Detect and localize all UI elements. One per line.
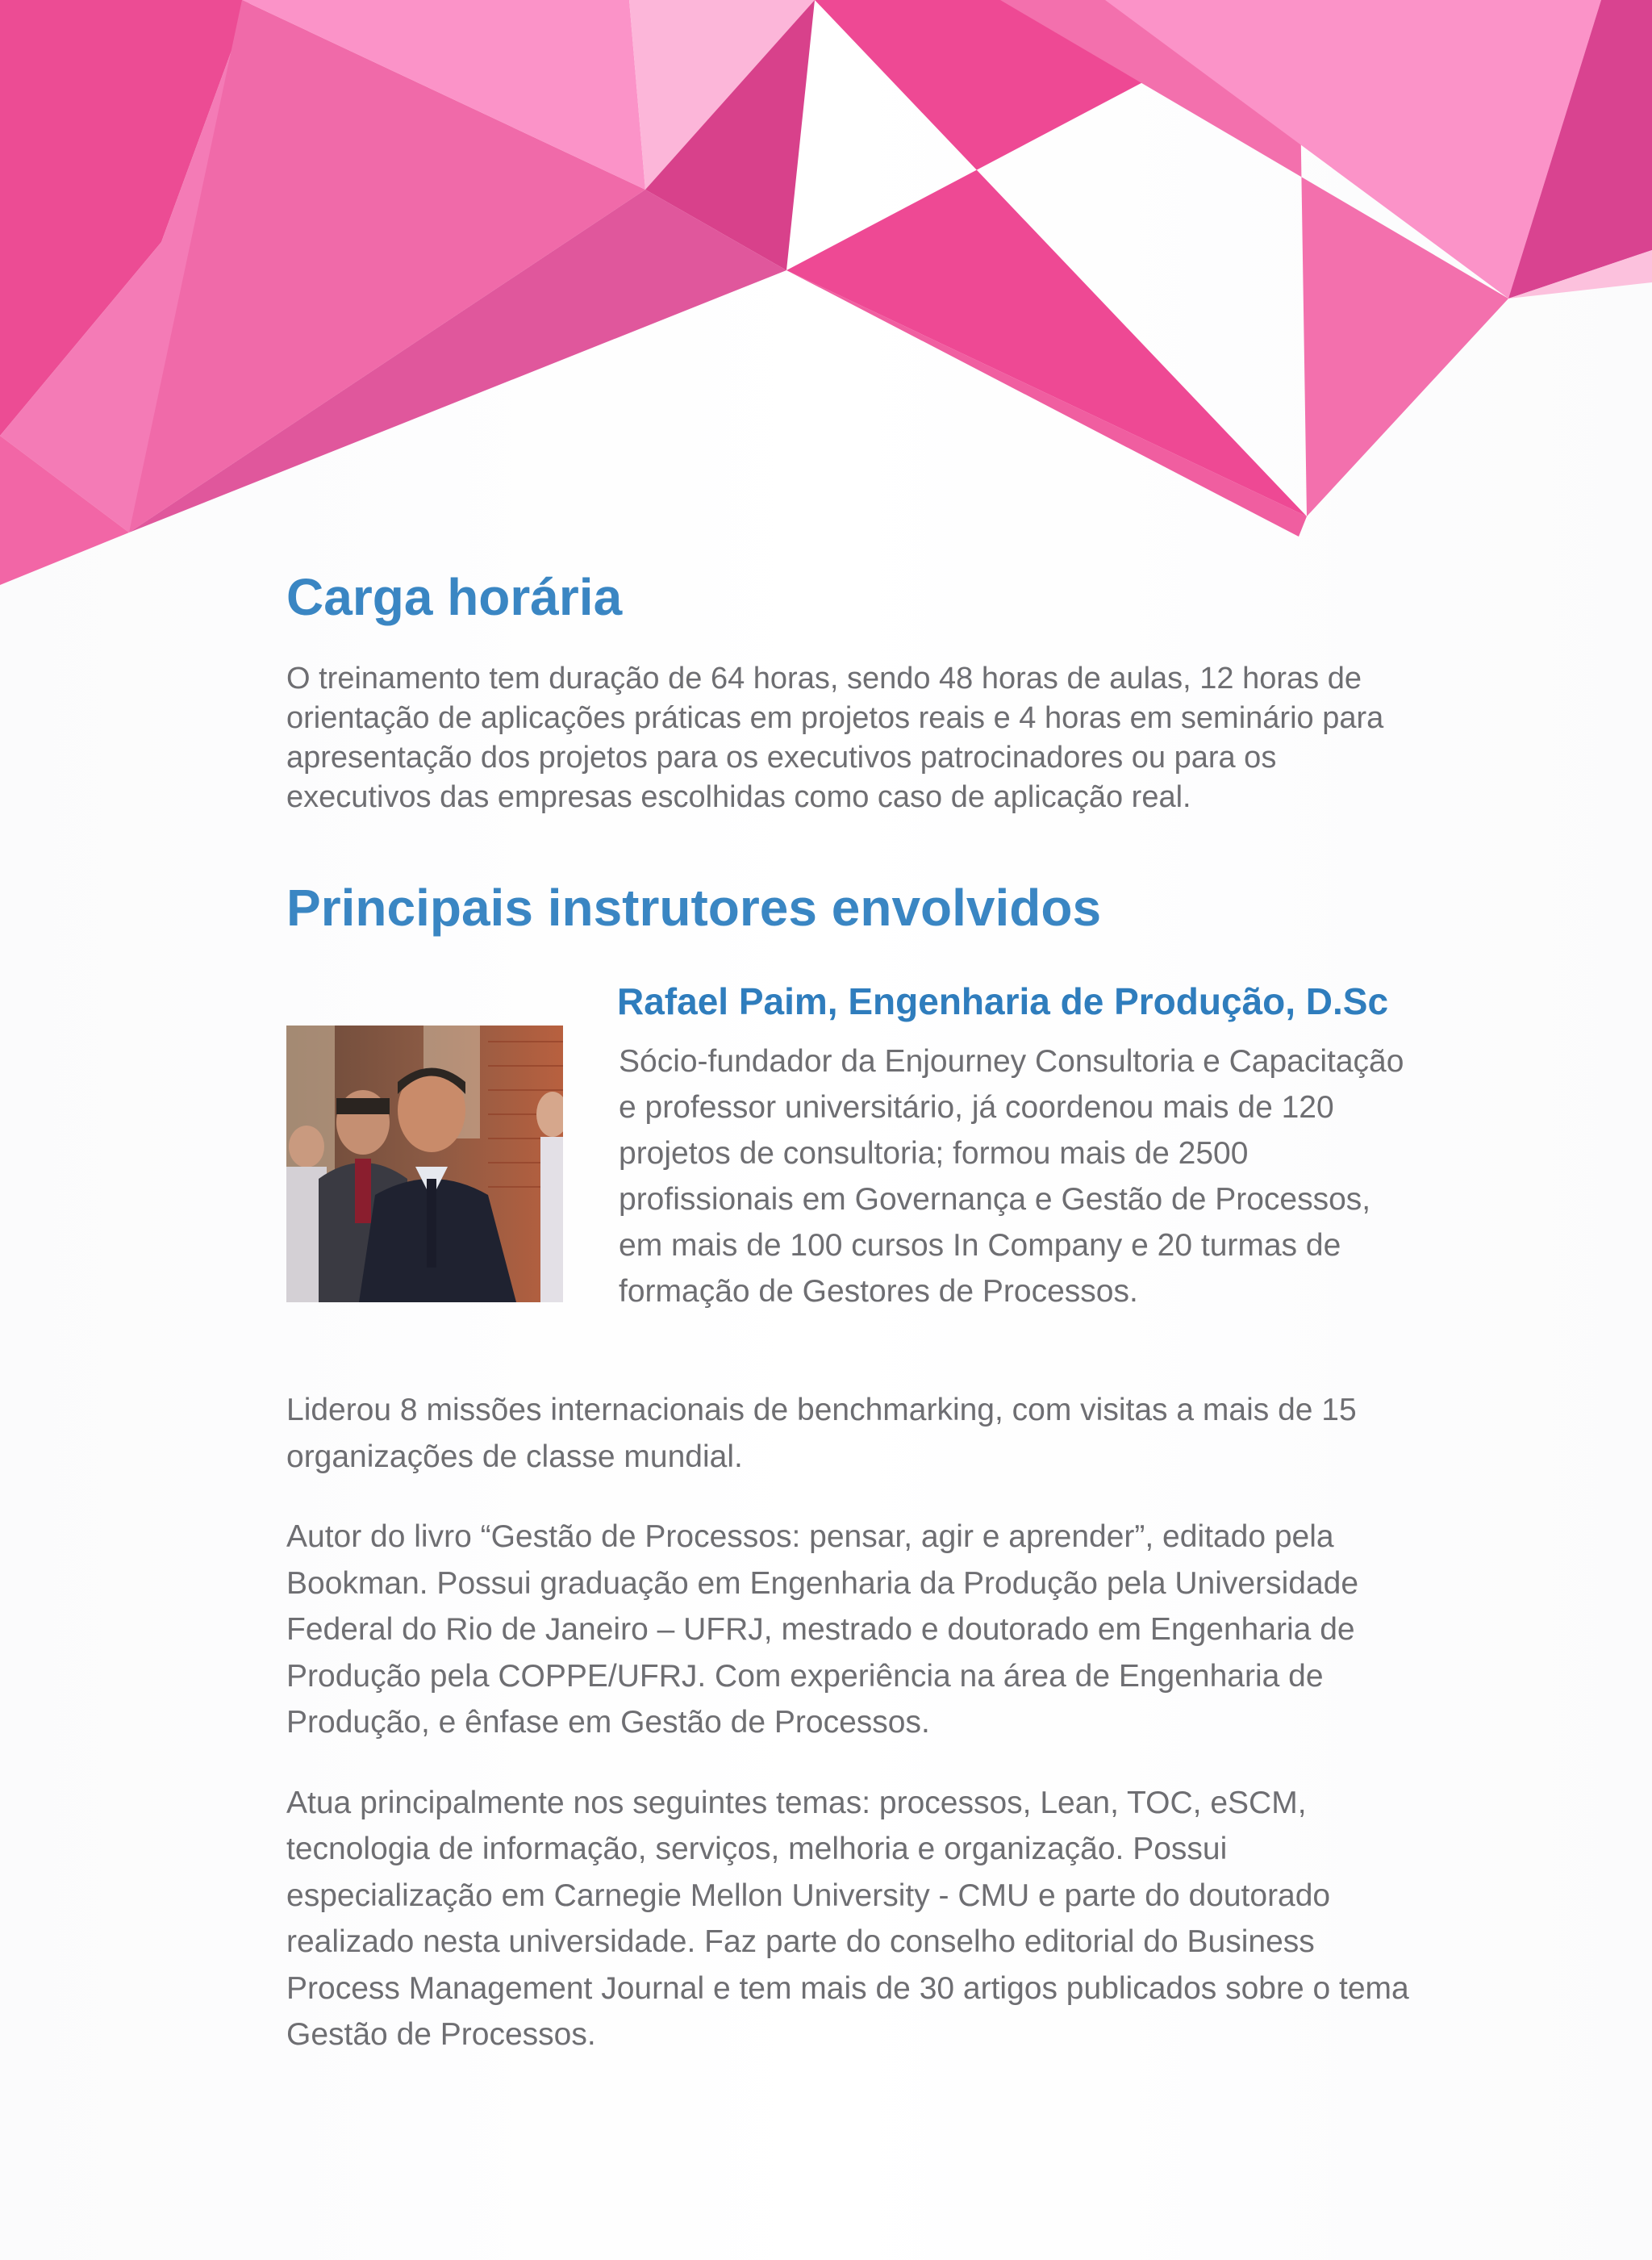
instrutores-heading: Principais instrutores envolvidos xyxy=(286,879,1102,937)
instructor-missoes-paragraph: Liderou 8 missões internacionais de benchmarking, com visitas a mais de 15 organizações de classe mundial. xyxy=(286,1393,1357,1474)
main-content xyxy=(286,565,1416,2058)
instructor-atua-paragraph: Atua principalmente nos seguintes temas: processos, Lean, TOC, eSCM, tecnologia de informação, serviços, melhoria e organização. Possui especialização em Carnegie Mellon University - CMU e parte do doutorado realizado nesta universidade. Faz parte do conselho editorial do Business Process Management Journal e tem mais de 30 artigos publicados sobre o tema Gestão de Processos. xyxy=(286,1785,1409,2052)
instructor-autor-paragraph: Autor do livro “Gestão de Processos: pensar, agir e aprender”, editado pela Bookman. Possui graduação em Engenharia da Produção pela Universidade Federal do Rio de Janeiro – UFRJ, mestrado e doutorado em Engenharia de Produção pela COPPE/UFRJ. Com experiência na área de Engenharia de Produção, e ênfase em Gestão de Processos. xyxy=(286,1519,1359,1740)
instructor-photo xyxy=(286,1026,563,1302)
instructor-photo-image xyxy=(286,1026,563,1302)
instructor-name: Rafael Paim, Engenharia de Produção, D.Sc xyxy=(617,980,1389,1022)
instructor-summary: Sócio-fundador da Enjourney Consultoria e Capacitação e professor universitário, já coordenou mais de 120 projetos de consultoria; formou mais de 2500 profissionais em Governança e Gestão de Processos, em mais de 100 cursos In Company e 20 turmas de formação de Gestores de Processos. xyxy=(619,1044,1404,1309)
instructor-card xyxy=(286,975,1416,1363)
header-polygon-art xyxy=(0,0,1652,597)
carga-horaria-text: O treinamento tem duração de 64 horas, sendo 48 horas de aulas, 12 horas de orientação de aplicações práticas em projetos reais e 4 horas em seminário para apresentação dos projetos para os executivos patrocinadores ou para os executivos das empresas escolhidas como caso de aplicação real. xyxy=(286,662,1384,814)
carga-horaria-heading: Carga horária xyxy=(286,568,623,626)
